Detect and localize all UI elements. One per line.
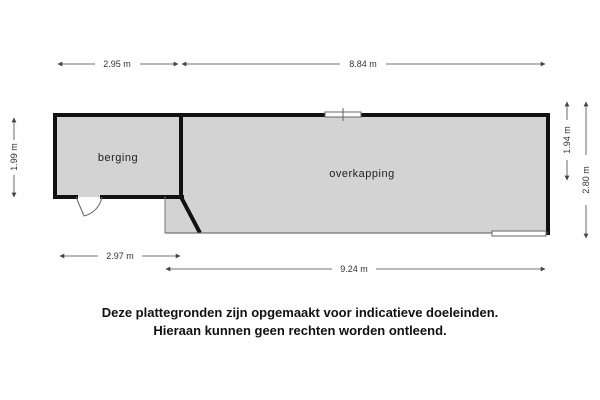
- disclaimer-line-1: Deze plattegronden zijn opgemaakt voor indicatieve doeleinden.: [101, 305, 499, 320]
- disclaimer-line-2: Hieraan kunnen geen rechten worden ontleend.: [153, 323, 447, 338]
- dim-label-left: 1.99 m: [9, 143, 19, 171]
- bottom-window: [492, 231, 546, 236]
- door-icon: [76, 197, 102, 216]
- room-label-overkapping: overkapping: [329, 168, 395, 180]
- dim-label-top-right: 8.84 m: [349, 59, 377, 69]
- dim-label-bottom-total: 9.24 m: [340, 264, 368, 274]
- dim-label-right-inner: 1.94 m: [562, 126, 572, 154]
- dim-label-top-left: 2.95 m: [103, 59, 131, 69]
- room-label-berging: berging: [97, 152, 139, 164]
- dim-label-right-outer: 2.80 m: [581, 166, 591, 194]
- dim-label-bottom-left: 2.97 m: [106, 251, 134, 261]
